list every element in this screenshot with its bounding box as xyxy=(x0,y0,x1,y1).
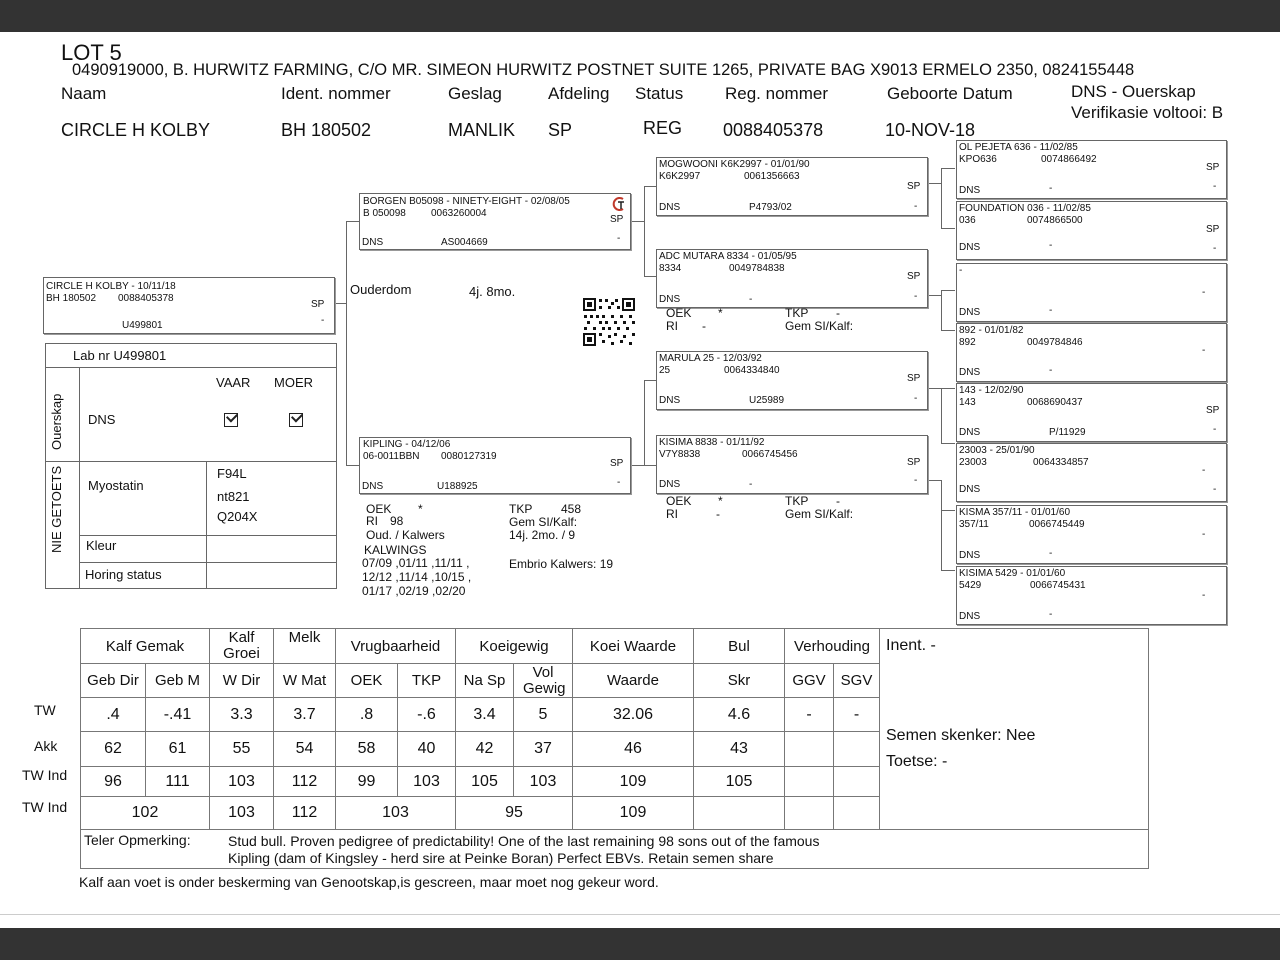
ggp-ident: 143 xyxy=(959,397,976,408)
ggp-reg: 0066745449 xyxy=(1029,519,1085,530)
gp-sp: SP xyxy=(907,373,921,384)
ggp-name: 892 - 01/01/82 xyxy=(959,325,1024,336)
vaar-label: VAAR xyxy=(216,375,251,390)
gp-tkp-label: TKP xyxy=(785,306,809,320)
twind-cell: 105 xyxy=(694,767,785,797)
twind-cell: 103 xyxy=(210,767,274,797)
ggp-dash: - xyxy=(1213,424,1217,435)
akk-cell: 61 xyxy=(146,732,210,767)
moer-checkbox[interactable] xyxy=(289,413,303,427)
gp-name: ADC MUTARA 8334 - 01/05/95 xyxy=(659,251,797,262)
group-melk: Melk xyxy=(274,629,336,664)
divider xyxy=(206,461,207,588)
col-header: Na Sp xyxy=(456,664,514,698)
teler-row xyxy=(81,830,1149,869)
gp-ident: K6K2997 xyxy=(659,171,701,182)
gp-box[interactable] xyxy=(656,351,928,410)
ggp-box[interactable] xyxy=(956,140,1227,199)
col-header: GGV xyxy=(785,664,834,698)
lab-box xyxy=(45,343,337,589)
gp-ident: 25 xyxy=(659,365,671,376)
gp-dash: - xyxy=(914,393,918,404)
ggp-box[interactable] xyxy=(956,201,1227,260)
geboorte-value: 10-NOV-18 xyxy=(885,120,976,140)
connector xyxy=(927,480,941,481)
gp-name: MOGWOONI K6K2997 - 01/01/90 xyxy=(659,159,810,170)
row-label-tw: TW xyxy=(34,702,56,718)
ggp-name: - xyxy=(959,265,963,276)
ggp-box[interactable] xyxy=(956,505,1227,564)
tw-cell: 5 xyxy=(514,698,573,732)
gp-tkp-value: - xyxy=(836,306,840,320)
twind-cell: 105 xyxy=(456,767,514,797)
ggp-dns: DNS xyxy=(959,611,981,622)
connector xyxy=(630,465,644,466)
twind-cell: 99 xyxy=(336,767,398,797)
group-kalf-gemak: Kalf Gemak xyxy=(81,629,210,664)
divider xyxy=(46,367,336,368)
teler-text: Stud bull. Proven pedigree of predictability! One of the last remaining 98 sons out of the famous xyxy=(228,833,820,849)
tw-cell: 4.6 xyxy=(694,698,785,732)
row-label-twind: TW Ind xyxy=(22,767,68,783)
ggp-box[interactable] xyxy=(956,263,1227,322)
twind2-cell: 102 xyxy=(81,797,210,830)
sire-code: AS004669 xyxy=(441,237,488,248)
teler-text: Kipling (dam of Kingsley - herd sire at Peinke Boran) Perfect EBVs. Retain semen share xyxy=(228,850,774,866)
ggp-dns: DNS xyxy=(959,242,981,253)
ggp-code: - xyxy=(1049,365,1053,376)
sire-dash: - xyxy=(617,233,621,244)
dns-label: DNS xyxy=(88,412,116,427)
info-cell xyxy=(880,629,1149,830)
twind-cell: 112 xyxy=(274,767,336,797)
toetse-text: Toetse: - xyxy=(886,753,948,770)
col-header: Skr xyxy=(694,664,785,698)
ggp-name: KISMA 357/11 - 01/01/60 xyxy=(959,507,1071,518)
akk-cell: 42 xyxy=(456,732,514,767)
akk-cell: 55 xyxy=(210,732,274,767)
col-header: Waarde xyxy=(573,664,694,698)
akk-cell: 58 xyxy=(336,732,398,767)
gp-ident: V7Y8838 xyxy=(659,449,701,460)
ident-value: BH 180502 xyxy=(281,120,372,140)
gp-tkp-label: TKP xyxy=(785,494,809,508)
col-header: TKP xyxy=(398,664,456,698)
connector xyxy=(644,186,656,187)
sire-ident: B 050098 xyxy=(363,208,406,219)
ggp-code: - xyxy=(1049,548,1053,559)
dam-gem-label: Gem SI/Kalf: xyxy=(509,515,578,529)
animal-box[interactable] xyxy=(43,277,335,334)
group-bul: Bul xyxy=(694,629,785,664)
dam-oek-label: OEK xyxy=(366,502,392,516)
ggp-dns: DNS xyxy=(959,367,981,378)
ggp-dash: - xyxy=(1202,529,1206,540)
dam-code: U188925 xyxy=(437,481,478,492)
twind2-cell: 95 xyxy=(456,797,573,830)
ident-label: Ident. nommer xyxy=(281,84,391,103)
geslag-label: Geslag xyxy=(448,84,502,103)
gp-sp: SP xyxy=(907,457,921,468)
afdeling-value: SP xyxy=(548,120,573,140)
gp-sp: SP xyxy=(907,271,921,282)
col-header: W Dir xyxy=(210,664,274,698)
connector xyxy=(941,168,942,228)
kalwings-dates: 01/17 ,02/19 ,02/20 xyxy=(362,584,466,598)
gp-tkp-value: - xyxy=(836,494,840,508)
ggp-code: - xyxy=(1049,240,1053,251)
gp-oek-value: * xyxy=(718,306,723,320)
ggp-dash: - xyxy=(1202,345,1206,356)
inent-text: Inent. - xyxy=(886,637,936,654)
kalwings-dates: 12/12 ,11/14 ,10/15 , xyxy=(362,570,472,584)
twind2-cell: 112 xyxy=(274,797,336,830)
gp-code: U25989 xyxy=(749,395,785,406)
ggp-ident: 892 xyxy=(959,337,976,348)
gp-sp: SP xyxy=(907,181,921,192)
connector xyxy=(644,186,645,276)
connector xyxy=(334,303,346,304)
twind-cell xyxy=(834,767,880,797)
tw-cell: 3.4 xyxy=(456,698,514,732)
ggp-reg: 0074866492 xyxy=(1041,154,1097,165)
tw-cell: -.6 xyxy=(398,698,456,732)
akk-cell: 46 xyxy=(573,732,694,767)
gp-ri-value: - xyxy=(702,319,706,333)
row-label-twind: TW Ind xyxy=(22,799,68,815)
teler-label: Teler Opmerking: xyxy=(84,832,191,848)
afdeling-label: Afdeling xyxy=(548,84,610,103)
ggp-code: - xyxy=(1049,183,1053,194)
ggp-code: - xyxy=(1213,484,1217,495)
gp-oek-label: OEK xyxy=(666,494,692,508)
row-label-akk: Akk xyxy=(34,738,58,754)
animal-dash: - xyxy=(321,315,325,326)
akk-cell: 40 xyxy=(398,732,456,767)
col-header: SGV xyxy=(834,664,880,698)
animal-reg: 0088405378 xyxy=(118,293,174,304)
ebv-table xyxy=(80,628,1149,869)
qr-code-icon xyxy=(582,297,636,347)
connector xyxy=(941,388,942,443)
myostatin-value: F94L xyxy=(217,466,247,481)
gp-box[interactable] xyxy=(656,435,928,494)
ggp-box[interactable] xyxy=(956,383,1227,442)
gp-code: - xyxy=(749,479,753,490)
connector xyxy=(941,228,955,229)
sire-sp: SP xyxy=(610,214,624,225)
animal-code: U499801 xyxy=(122,320,163,331)
ggp-sp: SP xyxy=(1206,162,1220,173)
gp-dns: DNS xyxy=(659,294,681,305)
gp-dash: - xyxy=(914,475,918,486)
horing-label: Horing status xyxy=(85,567,162,582)
ggp-sp: SP xyxy=(1206,405,1220,416)
gp-code: P4793/02 xyxy=(749,202,792,213)
embrio-kalwers: Embrio Kalwers: 19 xyxy=(509,557,614,571)
ggp-dash: - xyxy=(1202,287,1206,298)
group-label: Kalf Groei xyxy=(223,629,260,662)
akk-cell: 62 xyxy=(81,732,146,767)
tw-cell: - xyxy=(785,698,834,732)
dam-ri-label: RI xyxy=(366,514,378,528)
sire-box[interactable] xyxy=(359,193,631,250)
connector xyxy=(346,465,359,466)
gp-dns: DNS xyxy=(659,479,681,490)
gp-reg: 0061356663 xyxy=(744,171,800,182)
gp-box[interactable] xyxy=(656,157,928,216)
group-verhouding: Verhouding xyxy=(785,629,880,664)
gp-gem-label: Gem SI/Kalf: xyxy=(785,319,854,333)
connector xyxy=(941,168,955,169)
akk-cell xyxy=(834,732,880,767)
nie-getoets-vertical-label: NIE GETOETS xyxy=(49,465,64,553)
dam-sp: SP xyxy=(610,458,624,469)
animal-name: CIRCLE H KOLBY - 10/11/18 xyxy=(46,281,176,292)
ggp-dash: - xyxy=(1202,465,1206,476)
ggp-ident: 357/11 xyxy=(959,519,989,530)
twind-cell xyxy=(785,767,834,797)
connector xyxy=(927,388,941,389)
twind-cell: 103 xyxy=(398,767,456,797)
reg-label: Reg. nommer xyxy=(725,84,828,103)
connector xyxy=(644,276,656,277)
dam-oud-label: Oud. / Kalwers xyxy=(366,528,445,542)
connector xyxy=(346,221,347,465)
bottom-bar xyxy=(0,928,1280,960)
tw-cell: 3.3 xyxy=(210,698,274,732)
reg-value: 0088405378 xyxy=(723,120,824,140)
twind2-cell xyxy=(785,797,834,830)
dam-oud-value: 14j. 2mo. / 9 xyxy=(509,528,576,542)
tw-cell: .8 xyxy=(336,698,398,732)
ggp-sp: SP xyxy=(1206,224,1220,235)
top-bar xyxy=(0,0,1280,32)
gp-dash: - xyxy=(914,291,918,302)
verifikasie-label: Verifikasie voltooi: B xyxy=(1071,103,1224,122)
ggp-dns: DNS xyxy=(959,427,981,438)
ggp-box[interactable] xyxy=(956,323,1227,382)
myostatin-value: Q204X xyxy=(217,509,258,524)
twind2-cell: 109 xyxy=(573,797,694,830)
twind2-cell xyxy=(694,797,785,830)
gp-dns: DNS xyxy=(659,202,681,213)
ggp-dns: DNS xyxy=(959,484,981,495)
ggp-code: P/11929 xyxy=(1049,427,1086,438)
twind-cell: 96 xyxy=(81,767,146,797)
sire-reg: 0063260004 xyxy=(431,208,487,219)
twind2-cell xyxy=(834,797,880,830)
group-kalf-groei xyxy=(210,629,274,664)
ggp-dash: - xyxy=(1213,243,1217,254)
connector xyxy=(927,295,941,296)
connector xyxy=(630,221,644,222)
group-koeigewig: Koeigewig xyxy=(456,629,573,664)
ggp-name: 23003 - 25/01/90 xyxy=(959,445,1035,456)
gp-ri-label: RI xyxy=(666,319,678,333)
gp-name: KISIMA 8838 - 01/11/92 xyxy=(659,437,765,448)
animal-sp: SP xyxy=(311,299,325,310)
tw-cell: - xyxy=(834,698,880,732)
gp-ri-value: - xyxy=(716,507,720,521)
twind2-cell: 103 xyxy=(210,797,274,830)
moer-label: MOER xyxy=(274,375,313,390)
ggp-ident: 036 xyxy=(959,215,976,226)
ggp-ident: 5429 xyxy=(959,580,982,591)
twind-cell: 103 xyxy=(514,767,573,797)
ggp-dns: DNS xyxy=(959,550,981,561)
dam-reg: 0080127319 xyxy=(441,451,497,462)
gp-dns: DNS xyxy=(659,395,681,406)
col-header: W Mat xyxy=(274,664,336,698)
col-header: Geb M xyxy=(146,664,210,698)
geslag-value: MANLIK xyxy=(448,120,516,140)
ggp-dash: - xyxy=(1202,590,1206,601)
col-label: Vol Gewig xyxy=(523,663,566,697)
ggp-code: - xyxy=(1049,305,1053,316)
status-value: REG xyxy=(643,118,683,138)
status-label: Status xyxy=(635,84,684,103)
gp-code: - xyxy=(749,294,753,305)
geboorte-label: Geboorte Datum xyxy=(887,84,1013,103)
gp-name: MARULA 25 - 12/03/92 xyxy=(659,353,762,364)
ggp-name: KISIMA 5429 - 01/01/60 xyxy=(959,568,1066,579)
dam-dash: - xyxy=(617,477,621,488)
connector xyxy=(941,443,955,444)
connector xyxy=(941,480,942,570)
connector xyxy=(346,221,359,222)
semen-skenker: Semen skenker: Nee xyxy=(886,727,1036,744)
society-logo-icon xyxy=(610,196,626,212)
akk-cell: 54 xyxy=(274,732,336,767)
dam-tkp-label: TKP xyxy=(509,502,533,516)
ouerskap-vertical-label: Ouerskap xyxy=(49,393,64,450)
animal-ident: BH 180502 xyxy=(46,293,97,304)
akk-cell: 43 xyxy=(694,732,785,767)
gp-ident: 8334 xyxy=(659,263,682,274)
connector xyxy=(941,570,955,571)
kalwings-label: KALWINGS xyxy=(364,543,427,557)
akk-cell xyxy=(785,732,834,767)
gp-ri-label: RI xyxy=(666,507,678,521)
ggp-reg: 0074866500 xyxy=(1027,215,1083,226)
dns-ouerskap-label: DNS - Ouerskap xyxy=(1071,82,1196,101)
tw-cell: -.41 xyxy=(146,698,210,732)
connector xyxy=(941,388,955,389)
divider xyxy=(79,535,336,536)
sire-name: BORGEN B05098 - NINETY-EIGHT - 02/08/05 xyxy=(363,196,570,207)
gp-reg: 0049784838 xyxy=(729,263,785,274)
owner-line: 0490919000, B. HURWITZ FARMING, C/O MR. SIMEON HURWITZ POSTNET SUITE 1265, PRIVATE BAG X9013 ERMELO 2350, 0824155448 xyxy=(72,61,1135,79)
connector xyxy=(644,380,656,381)
connector xyxy=(927,183,941,184)
gp-reg: 0066745456 xyxy=(742,449,798,460)
kalwings-dates: 07/09 ,01/11 ,11/11 , xyxy=(362,556,470,570)
col-header xyxy=(514,664,573,698)
dam-tkp-value: 458 xyxy=(561,502,582,516)
ggp-name: 143 - 12/02/90 xyxy=(959,385,1024,396)
dam-dns: DNS xyxy=(362,481,384,492)
lab-number: Lab nr U499801 xyxy=(73,348,167,363)
dam-box[interactable] xyxy=(359,437,631,494)
dam-oek-value: * xyxy=(418,502,423,516)
ggp-name: OL PEJETA 636 - 11/02/85 xyxy=(959,142,1078,153)
twind-cell: 111 xyxy=(146,767,210,797)
gp-gem-label: Gem SI/Kalf: xyxy=(785,507,854,521)
gp-reg: 0064334840 xyxy=(724,365,780,376)
ouderdom-value: 4j. 8mo. xyxy=(469,284,516,299)
ggp-reg: 0066745431 xyxy=(1030,580,1086,591)
ggp-ident: KPO636 xyxy=(959,154,997,165)
connector xyxy=(941,510,955,511)
divider xyxy=(79,562,336,563)
col-header: Geb Dir xyxy=(81,664,146,698)
connector xyxy=(941,290,942,330)
ggp-dns: DNS xyxy=(959,185,981,196)
col-header: OEK xyxy=(336,664,398,698)
tw-cell: 32.06 xyxy=(573,698,694,732)
connector xyxy=(644,465,656,466)
ggp-reg: 0064334857 xyxy=(1033,457,1089,468)
gp-oek-label: OEK xyxy=(666,306,692,320)
twind-cell: 109 xyxy=(573,767,694,797)
naam-label: Naam xyxy=(61,84,107,103)
divider xyxy=(79,367,80,588)
ggp-box[interactable] xyxy=(956,443,1227,502)
group-vrugbaarheid: Vrugbaarheid xyxy=(336,629,456,664)
gp-dash: - xyxy=(914,201,918,212)
connector xyxy=(644,380,645,465)
gp-box[interactable] xyxy=(656,249,928,308)
footer-note: Kalf aan voet is onder beskerming van Genootskap,is gescreen, maar moet nog gekeur word. xyxy=(79,874,659,890)
ggp-dns: DNS xyxy=(959,307,981,318)
connector xyxy=(941,290,955,291)
bottom-divider xyxy=(0,914,1280,915)
ggp-reg: 0049784846 xyxy=(1027,337,1083,348)
akk-cell: 37 xyxy=(514,732,573,767)
twind2-cell: 103 xyxy=(336,797,456,830)
lot-title: LOT 5 xyxy=(61,40,122,65)
myostatin-value: nt821 xyxy=(217,489,250,504)
ggp-code: - xyxy=(1049,609,1053,620)
vaar-checkbox[interactable] xyxy=(224,413,238,427)
ggp-name: FOUNDATION 036 - 11/02/85 xyxy=(959,203,1091,214)
naam-value: CIRCLE H KOLBY xyxy=(61,120,211,140)
ggp-reg: 0068690437 xyxy=(1027,397,1083,408)
gp-oek-value: * xyxy=(718,494,723,508)
divider xyxy=(46,461,336,462)
ggp-dash: - xyxy=(1213,181,1217,192)
ggp-box[interactable] xyxy=(956,566,1227,625)
tw-cell: .4 xyxy=(81,698,146,732)
group-koei-waarde: Koei Waarde xyxy=(573,629,694,664)
ggp-ident: 23003 xyxy=(959,457,987,468)
ouderdom-label: Ouderdom xyxy=(350,282,412,297)
connector xyxy=(941,330,955,331)
myostatin-label: Myostatin xyxy=(88,478,144,493)
dam-ri-value: 98 xyxy=(390,514,404,528)
kleur-label: Kleur xyxy=(86,538,117,553)
sire-dns: DNS xyxy=(362,237,384,248)
dam-ident: 06-0011BBN xyxy=(363,451,420,462)
dam-name: KIPLING - 04/12/06 xyxy=(363,439,451,450)
tw-cell: 3.7 xyxy=(274,698,336,732)
